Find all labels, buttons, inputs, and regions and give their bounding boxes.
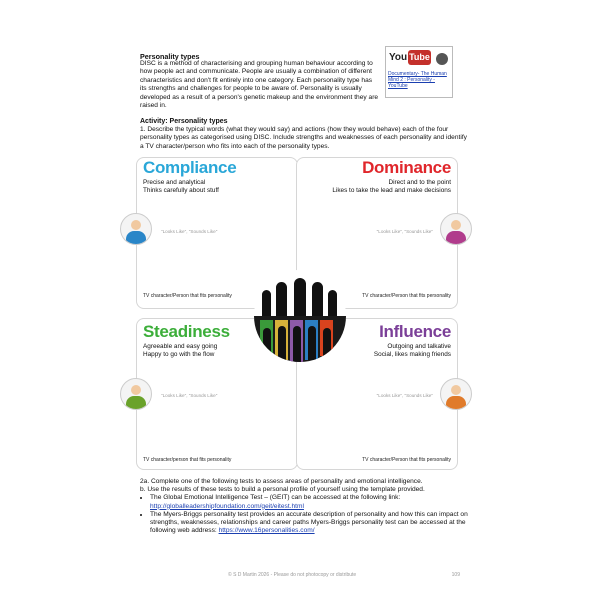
influence-title: Influence bbox=[379, 322, 451, 341]
person-pink-icon bbox=[440, 213, 472, 245]
youtube-video-link[interactable]: Documentary- The Human Mind 2 : Personality - YouTube bbox=[388, 71, 447, 89]
activity-title: Activity: Personality types bbox=[140, 118, 228, 125]
influence-tv-character: TV character/Person that fits personality bbox=[362, 457, 451, 463]
list-item bbox=[150, 511, 470, 536]
influence-looks-like: "Looks Like", "Sounds Like" bbox=[376, 393, 433, 398]
influence-line2: Social, likes making friends bbox=[373, 351, 451, 358]
section-title: Personality types bbox=[140, 52, 200, 61]
copyright-notice: © S D Martin 2026 - Please do not photocopy or distribute bbox=[228, 572, 357, 578]
dominance-line2: Likes to take the lead and make decisions bbox=[332, 187, 451, 194]
youtube-logo bbox=[389, 50, 433, 68]
compliance-looks-like: "Looks Like", "Sounds Like" bbox=[161, 229, 218, 234]
geit-description: The Global Emotional Intelligence Test – (GEIT) can be accessed at the following link: bbox=[150, 494, 401, 502]
steadiness-tv-character: TV character/person that fits personality bbox=[143, 457, 232, 463]
compliance-line1: Precise and analytical bbox=[143, 179, 206, 186]
dominance-line1: Direct and to the point bbox=[388, 179, 451, 186]
test-links-list bbox=[140, 494, 470, 535]
center-silhouettes-image bbox=[254, 270, 346, 362]
influence-line1: Outgoing and talkative bbox=[387, 343, 451, 350]
intro-paragraph: DISC is a method of characterising and grouping human behaviour according to how people act and communicate. People are usually a combination of different characteristics and don't fit entirely into one category. Each personality type has its strengths and challenges for people to be aware of. Personality is usually developed as a result of a person's genetic makeup and the environment they are raised in. bbox=[140, 60, 379, 110]
assessment-instructions bbox=[140, 478, 470, 535]
myers-briggs-description: The Myers-Briggs personality test provides an accurate description of personality and how this can impact on strengths, weaknesses, relationships and career paths Myers-Briggs personality test can be accessed at the following web address: bbox=[150, 510, 468, 535]
instruction-2a: 2a. Complete one of the following tests to assess areas of personality and emotional intelligence. bbox=[140, 478, 423, 485]
person-blue-icon bbox=[120, 213, 152, 245]
compliance-line2: Thinks carefully about stuff bbox=[143, 187, 219, 194]
page-number: 109 bbox=[451, 572, 460, 578]
youtube-card[interactable] bbox=[385, 46, 453, 98]
myers-briggs-link[interactable]: https://www.16personalities.com/ bbox=[218, 527, 315, 535]
list-item bbox=[150, 494, 470, 510]
steadiness-title: Steadiness bbox=[143, 322, 230, 341]
steadiness-line2: Happy to go with the flow bbox=[143, 351, 215, 358]
youtube-logo-you: You bbox=[389, 52, 408, 63]
steadiness-line1: Agreeable and easy going bbox=[143, 343, 218, 350]
geit-link[interactable]: http://globalleadershipfoundation.com/geit/eitest.html bbox=[150, 502, 304, 510]
dominance-tv-character: TV character/Person that fits personality bbox=[362, 293, 451, 299]
film-reel-icon bbox=[436, 53, 448, 65]
person-green-icon bbox=[120, 378, 152, 410]
instruction-b: b. Use the results of these tests to build a personal profile of yourself using the template provided. bbox=[140, 486, 425, 494]
youtube-logo-tube: Tube bbox=[408, 50, 431, 65]
dominance-title: Dominance bbox=[362, 158, 451, 177]
steadiness-looks-like: "Looks Like", "Sounds Like" bbox=[161, 393, 218, 398]
compliance-title: Compliance bbox=[143, 158, 237, 177]
dominance-looks-like: "Looks Like", "Sounds Like" bbox=[376, 229, 433, 234]
person-orange-icon bbox=[440, 378, 472, 410]
compliance-tv-character: TV character/Person that fits personality bbox=[143, 293, 232, 299]
activity-instructions: 1. Describe the typical words (what they would say) and actions (how they would behave) each of the four personality types as categorised using DISC. Include strengths and weaknesses of each personality and identify a TV character/person who fits into each of the personality types. bbox=[140, 126, 467, 150]
